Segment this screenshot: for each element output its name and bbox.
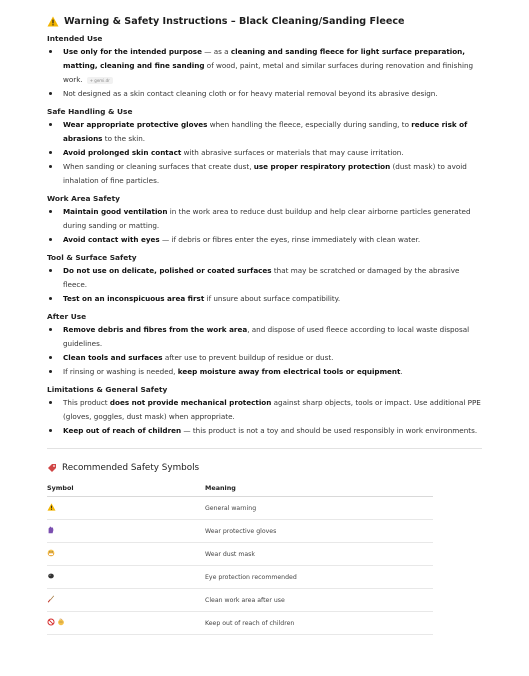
section-heading: Work Area Safety <box>47 194 120 203</box>
meaning-cell: Wear dust mask <box>205 543 433 566</box>
list-item: When sanding or cleaning surfaces that create dust, use proper respiratory protection (dust mask) to avoid inhalation of fine particles. <box>47 160 482 188</box>
meaning-cell: General warning <box>205 497 433 520</box>
column-header-symbol: Symbol <box>47 480 205 497</box>
title-text: Warning & Safety Instructions – Black Cleaning/Sanding Fleece <box>64 15 405 27</box>
page-title <box>47 14 482 28</box>
source-tag[interactable]: + gemi.dr <box>87 77 113 84</box>
list-item: Avoid contact with eyes — if debris or fibres enter the eyes, rinse immediately with clean water. <box>47 233 482 247</box>
list-item: Clean tools and surfaces after use to prevent buildup of residue or dust. <box>47 351 482 365</box>
bullet-list <box>47 264 482 306</box>
section-heading: Tool & Surface Safety <box>47 253 137 262</box>
eye-protection-icon <box>47 575 55 582</box>
list-item: Not designed as a skin contact cleaning cloth or for heavy material removal beyond its abrasive design. <box>47 87 482 101</box>
broom-icon <box>47 598 55 605</box>
symbols-table-body <box>47 497 433 635</box>
section-divider <box>47 448 482 449</box>
symbol-cell <box>47 612 205 635</box>
section-heading: Intended Use <box>47 34 103 43</box>
list-item: Maintain good ventilation in the work area to reduce dust buildup and help clear airborne particles generated during sanding or matting. <box>47 205 482 233</box>
dust-mask-icon <box>47 552 55 559</box>
symbols-table <box>47 480 433 635</box>
table-row <box>47 589 433 612</box>
bullet-list <box>47 205 482 247</box>
tag-icon <box>47 463 57 473</box>
bullet-list <box>47 118 482 188</box>
table-header-row <box>47 480 433 497</box>
list-item: Do not use on delicate, polished or coated surfaces that may be scratched or damaged by the abrasive fleece. <box>47 264 482 292</box>
table-row <box>47 612 433 635</box>
list-item: If rinsing or washing is needed, keep moisture away from electrical tools or equipment. <box>47 365 482 379</box>
bullet-list <box>47 323 482 379</box>
meaning-cell: Clean work area after use <box>205 589 433 612</box>
warning-icon <box>47 506 56 513</box>
warning-icon <box>47 16 59 27</box>
meaning-cell: Keep out of reach of children <box>205 612 433 635</box>
section-heading: After Use <box>47 312 87 321</box>
symbol-cell <box>47 543 205 566</box>
table-row <box>47 497 433 520</box>
symbol-cell <box>47 520 205 543</box>
table-row <box>47 520 433 543</box>
table-row <box>47 543 433 566</box>
symbol-cell <box>47 589 205 612</box>
symbols-heading <box>47 461 482 475</box>
symbol-cell <box>47 497 205 520</box>
symbol-cell <box>47 566 205 589</box>
meaning-cell: Wear protective gloves <box>205 520 433 543</box>
bullet-list <box>47 45 482 101</box>
table-row <box>47 566 433 589</box>
list-item: Avoid prolonged skin contact with abrasive surfaces or materials that may cause irritation. <box>47 146 482 160</box>
no-children-icon <box>47 621 65 628</box>
meaning-cell: Eye protection recommended <box>205 566 433 589</box>
list-item: Remove debris and fibres from the work area, and dispose of used fleece according to local waste disposal guidelines. <box>47 323 482 351</box>
gloves-icon <box>47 529 55 536</box>
section-heading: Limitations & General Safety <box>47 385 168 394</box>
column-header-meaning: Meaning <box>205 480 433 497</box>
sections-container <box>47 32 482 438</box>
bullet-list <box>47 396 482 438</box>
list-item: This product does not provide mechanical protection against sharp objects, tools or impact. Use additional PPE (gloves, goggles, dust mask) when appropriate. <box>47 396 482 424</box>
list-item: Keep out of reach of children — this product is not a toy and should be used responsibly in work environments. <box>47 424 482 438</box>
section-heading: Safe Handling & Use <box>47 107 133 116</box>
list-item: Wear appropriate protective gloves when handling the fleece, especially during sanding, to reduce risk of abrasions to the skin. <box>47 118 482 146</box>
list-item: Test on an inconspicuous area first if unsure about surface compatibility. <box>47 292 482 306</box>
symbols-heading-text: Recommended Safety Symbols <box>62 463 200 473</box>
list-item: Use only for the intended purpose — as a cleaning and sanding fleece for light surface preparation, matting, cleaning and fine sanding of wood, paint, metal and similar surfaces during renovation and finishing work. + gemi.dr <box>47 45 482 87</box>
